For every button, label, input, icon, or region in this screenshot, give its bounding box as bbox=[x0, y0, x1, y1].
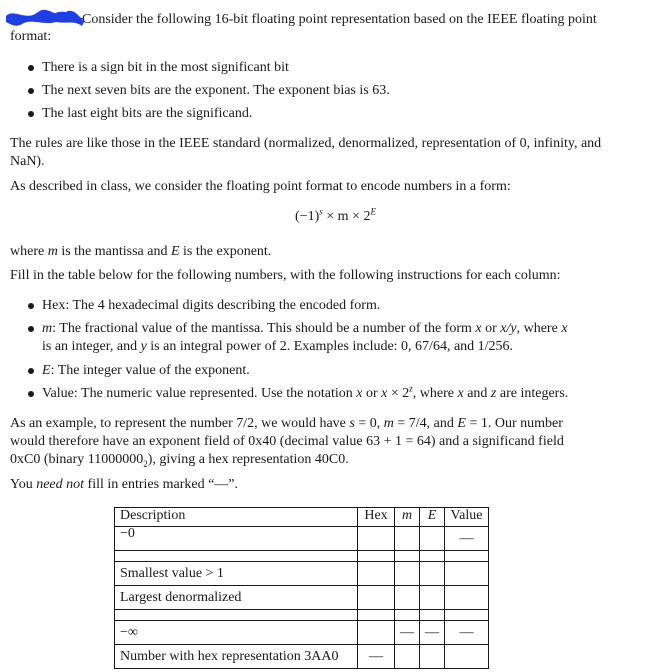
var-z-sup: z bbox=[409, 383, 413, 394]
value-text: or bbox=[362, 386, 382, 401]
value-text: are integers. bbox=[496, 386, 569, 401]
format-bullet: The next seven bits are the exponent. The exponent bias is 63. bbox=[0, 82, 640, 105]
header-e: E bbox=[420, 508, 445, 527]
var-x: x bbox=[356, 386, 363, 401]
value-text: and bbox=[463, 386, 491, 401]
column-instruction-list bbox=[0, 297, 640, 408]
cell-value[interactable] bbox=[445, 562, 489, 586]
formula-base: (−1) bbox=[295, 209, 320, 224]
need-not-text: You bbox=[10, 477, 37, 492]
where-text: where bbox=[10, 244, 48, 259]
m-text: is an integral power of 2. Examples include: 0, 67/64, and 1/256. bbox=[146, 339, 514, 354]
instruction-e bbox=[0, 362, 640, 385]
var-x: x bbox=[457, 386, 464, 401]
example-text: = 1. Our number bbox=[465, 416, 563, 431]
cell-hex[interactable] bbox=[358, 527, 395, 551]
table-row bbox=[115, 621, 489, 645]
example-text: As an example, to represent the number 7/2, we would have bbox=[10, 416, 350, 431]
cell-description: −∞ bbox=[115, 621, 358, 645]
cell-hex[interactable] bbox=[358, 621, 395, 645]
cell-value: — bbox=[445, 621, 489, 645]
where-m: m bbox=[47, 244, 58, 259]
instruction-m bbox=[0, 320, 612, 362]
format-bullet: The last eight bits are the significand. bbox=[0, 105, 640, 128]
formula-exp-e: E bbox=[370, 206, 376, 217]
cell-m[interactable] bbox=[395, 562, 420, 586]
m-text: is an integer, and bbox=[42, 339, 141, 354]
formula bbox=[0, 208, 651, 226]
need-not-text: fill in entries marked “—”. bbox=[84, 477, 238, 492]
header-value: Value bbox=[445, 508, 489, 527]
cell-description: Largest denormalized bbox=[115, 586, 358, 610]
cell-e[interactable] bbox=[420, 645, 445, 669]
format-bullet: There is a sign bit in the most significant bit bbox=[0, 59, 640, 82]
example-text: = 7/4, and bbox=[393, 416, 458, 431]
need-not-emphasis: need not bbox=[36, 477, 85, 492]
cell-hex[interactable] bbox=[358, 586, 395, 610]
where-text: is the mantissa and bbox=[57, 244, 171, 259]
cell-hex[interactable] bbox=[358, 562, 395, 586]
var-x: x bbox=[475, 321, 482, 336]
table-header-row bbox=[115, 508, 489, 527]
as-described-paragraph: As described in class, we consider the floating point format to encode numbers in a form: bbox=[10, 179, 511, 194]
cell-m: — bbox=[395, 621, 420, 645]
var-y: y bbox=[140, 339, 147, 354]
m-text: , where bbox=[516, 321, 562, 336]
table-spacer-row bbox=[115, 610, 489, 621]
table-row bbox=[115, 645, 489, 669]
cell-e: — bbox=[420, 621, 445, 645]
example-text: 0xC0 (binary 11000000 bbox=[10, 452, 144, 467]
example-text: ), giving a hex representation 40C0. bbox=[147, 452, 349, 467]
cell-description: Smallest value > 1 bbox=[115, 562, 358, 586]
cell-e[interactable] bbox=[420, 562, 445, 586]
intro-line-2: format: bbox=[10, 29, 52, 44]
rules-paragraph: The rules are like those in the IEEE standard (normalized, denormalized, representation of 0, infinity, and NaN). bbox=[10, 136, 602, 169]
fill-instructions: Fill in the table below for the following numbers, with the following instructions for each column: bbox=[10, 268, 561, 283]
cell-e[interactable] bbox=[420, 527, 445, 551]
example-paragraph bbox=[10, 415, 625, 469]
var-e: E bbox=[457, 416, 466, 431]
m-label: m bbox=[42, 321, 53, 336]
var-s: s bbox=[349, 416, 355, 431]
m-text: : The fractional value of the mantissa. This should be a number of the form bbox=[52, 321, 476, 336]
cell-m[interactable] bbox=[395, 586, 420, 610]
var-x: x bbox=[561, 321, 568, 336]
formula-times: × m × 2 bbox=[322, 209, 371, 224]
intro-line-1: Consider the following 16-bit floating point representation based on the IEEE floating point bbox=[82, 12, 597, 27]
where-paragraph bbox=[10, 243, 622, 261]
var-x: x bbox=[381, 386, 388, 401]
example-text: would therefore have an exponent field of 0x40 (decimal value 63 + 1 = 64) and a significand field bbox=[10, 434, 564, 449]
m-text: or bbox=[481, 321, 501, 336]
value-text: × 2 bbox=[387, 386, 410, 401]
cell-hex: — bbox=[358, 645, 395, 669]
cell-value: — bbox=[445, 527, 489, 551]
answer-table bbox=[114, 507, 489, 669]
binary-subscript: 2 bbox=[143, 458, 148, 469]
table-spacer-row bbox=[115, 551, 489, 562]
var-m: m bbox=[383, 416, 394, 431]
value-text: Value: The numeric value represented. Use the notation bbox=[42, 386, 357, 401]
var-z: z bbox=[490, 386, 497, 401]
cell-e[interactable] bbox=[420, 586, 445, 610]
header-hex: Hex bbox=[358, 508, 395, 527]
instruction-hex: Hex: The 4 hexadecimal digits describing the encoded form. bbox=[0, 297, 640, 320]
table-row bbox=[115, 586, 489, 610]
e-text: : The integer value of the exponent. bbox=[50, 363, 250, 378]
example-text: = 0, bbox=[354, 416, 384, 431]
cell-value[interactable] bbox=[445, 586, 489, 610]
cell-value[interactable] bbox=[445, 645, 489, 669]
formula-exp-s: s bbox=[319, 206, 323, 217]
cell-description: Number with hex representation 3AA0 bbox=[115, 645, 358, 669]
cell-m[interactable] bbox=[395, 527, 420, 551]
e-label: E bbox=[42, 363, 51, 378]
table-row bbox=[115, 562, 489, 586]
cell-description: −0 bbox=[115, 527, 358, 551]
var-x-over-y: x/y bbox=[500, 321, 517, 336]
where-text: is the exponent. bbox=[179, 244, 272, 259]
where-e: E bbox=[170, 244, 180, 259]
table-row bbox=[115, 527, 489, 551]
header-description: Description bbox=[115, 508, 358, 527]
instruction-value bbox=[0, 385, 640, 408]
format-bullet-list bbox=[0, 59, 640, 128]
value-text: , where bbox=[412, 386, 458, 401]
header-m: m bbox=[395, 508, 420, 527]
need-not-paragraph bbox=[10, 476, 622, 494]
cell-m[interactable] bbox=[395, 645, 420, 669]
